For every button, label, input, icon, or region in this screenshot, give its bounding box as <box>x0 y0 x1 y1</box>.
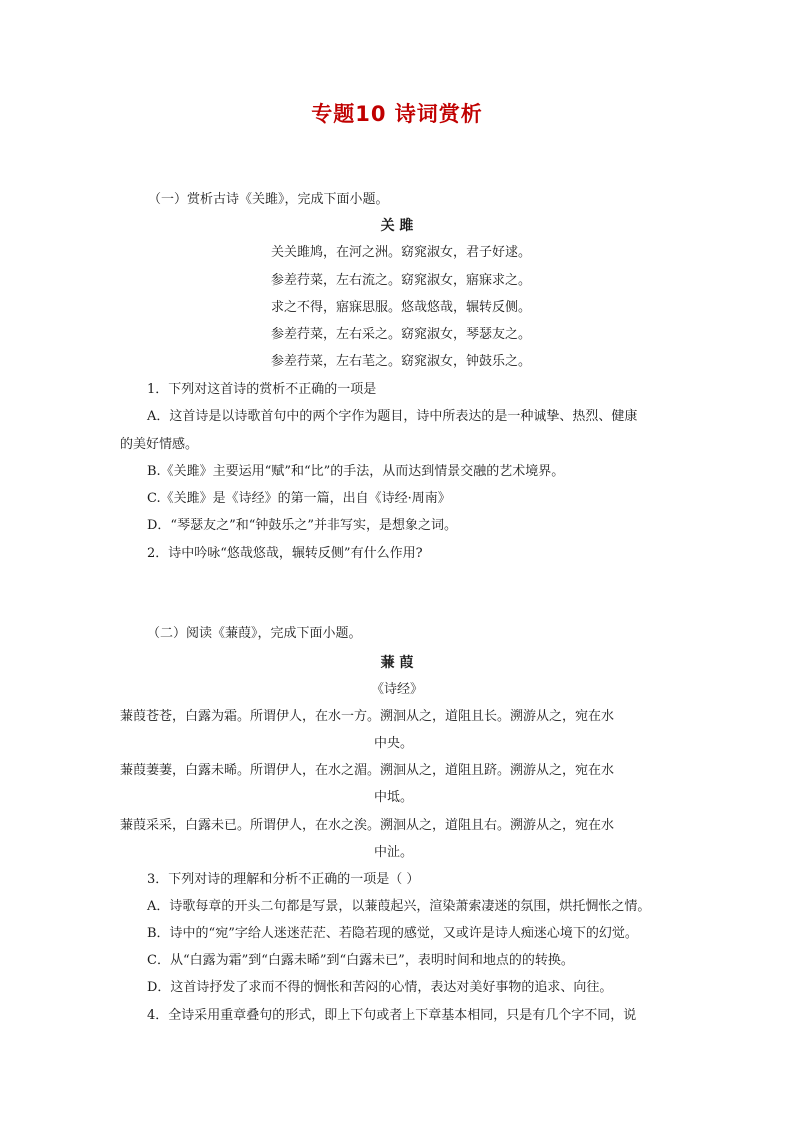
document-title: 专题10 诗词赏析 <box>311 102 483 126</box>
poem2-title: 蒹 葭 <box>380 655 414 671</box>
poem1-title: 关 雎 <box>380 218 414 234</box>
poem2-stanza-cont: 中沚。 <box>374 845 414 860</box>
question-4: 4．全诗采用重章叠句的形式，即上下句或者上下章基本相同，只是有几个字不同，说 <box>147 1008 637 1023</box>
section2-heading: （二）阅读《蒹葭》，完成下面小题。 <box>147 626 362 641</box>
q3-option-c: C．从“白露为霜”到“白露未晞”到“白露未已”，表明时间和地点的的转换。 <box>147 953 574 968</box>
q1-option-a: A．这首诗是以诗歌首句中的两个字作为题目，诗中所表达的是一种诚挚、热烈、健康 <box>147 409 638 424</box>
poem2-stanza-line: 蒹葭采采，白露未已。所谓伊人，在水之涘。溯洄从之，道阻且右。溯游从之，宛在水 <box>120 818 615 833</box>
section1-heading: （一）赏析古诗《关雎》，完成下面小题。 <box>148 192 389 207</box>
q1-option-d: D．“琴瑟友之”和“钟鼓乐之”并非写实，是想象之词。 <box>147 518 458 533</box>
q3-option-b: B．诗中的“宛”字给人迷迷茫茫、若隐若现的感觉，又或许是诗人痴迷心境下的幻觉。 <box>147 926 638 941</box>
poem1-line: 关关雎鸠，在河之洲。窈窕淑女，君子好逑。 <box>271 245 532 260</box>
q3-option-d: D．这首诗抒发了求而不得的惆怅和苦闷的心情，表达对美好事物的追求、向往。 <box>147 980 613 995</box>
poem1-line: 求之不得，寤寐思服。悠哉悠哉，辗转反侧。 <box>271 300 532 315</box>
poem1-line: 参差荇菜，左右芼之。窈窕淑女，钟鼓乐之。 <box>271 354 532 369</box>
poem2-stanza-cont: 中央。 <box>374 736 414 751</box>
q3-option-a: A．诗歌每章的开头二句都是写景，以蒹葭起兴，渲染萧索凄迷的氛围，烘托惆怅之情。 <box>147 899 651 914</box>
question-1: 1．下列对这首诗的赏析不正确的一项是 <box>147 382 377 397</box>
poem2-stanza-cont: 中坻。 <box>374 790 414 805</box>
poem1-line: 参差荇菜，左右流之。窈窕淑女，寤寐求之。 <box>271 273 532 288</box>
question-3: 3．下列对诗的理解和分析不正确的一项是（ ） <box>147 872 420 887</box>
q1-option-b: B.《关雎》主要运用“赋”和“比”的手法，从而达到情景交融的艺术境界。 <box>147 464 565 479</box>
question-2: 2．诗中吟咏“悠哉悠哉，辗转反侧”有什么作用? <box>147 546 423 561</box>
poem2-stanza-line: 蒹葭萋萋，白露未晞。所谓伊人，在水之湄。溯洄从之，道阻且跻。溯游从之，宛在水 <box>120 763 615 778</box>
q1-option-c: C.《关雎》是《诗经》的第一篇，出自《诗经·周南》 <box>147 491 451 506</box>
poem1-line: 参差荇菜，左右采之。窈窕淑女，琴瑟友之。 <box>271 327 532 342</box>
poem2-stanza-line: 蒹葭苍苍，白露为霜。所谓伊人，在水一方。溯洄从之，道阻且长。溯游从之，宛在水 <box>120 709 615 724</box>
poem2-source: 《诗经》 <box>370 682 423 697</box>
q1-option-a-cont: 的美好情感。 <box>120 437 199 452</box>
